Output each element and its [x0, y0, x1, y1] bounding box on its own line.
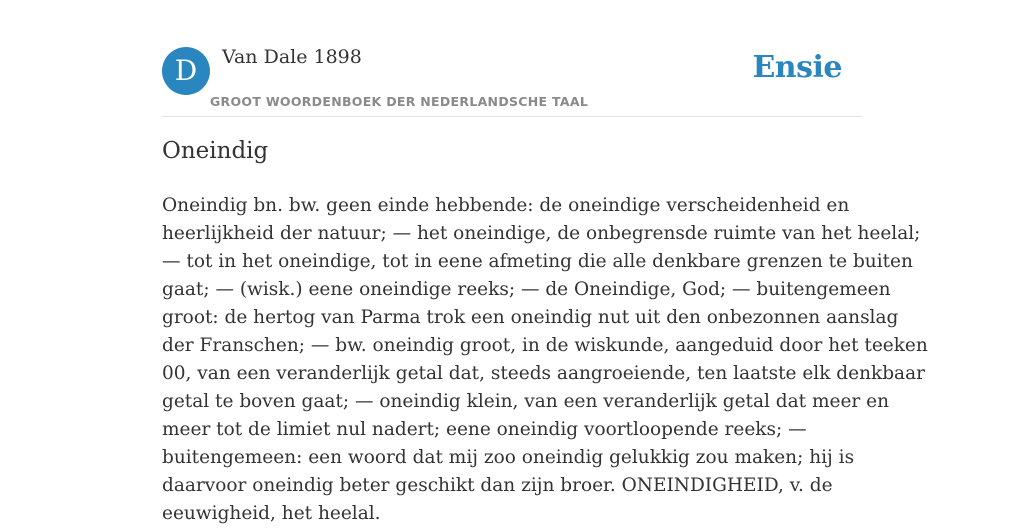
- definition-line: getal te boven gaat; — oneindig klein, van een veranderlijk getal dat meer en: [162, 391, 890, 412]
- definition-line: groot: de hertog van Parma trok een oneindig nut uit den onbezonnen aanslag: [162, 307, 899, 328]
- entry-definition: [162, 192, 928, 528]
- definition-line: gaat; — (wisk.) eene oneindige reeks; — de Oneindige, God; — buitengemeen: [162, 279, 891, 300]
- dictionary-logo[interactable]: D: [162, 47, 210, 95]
- definition-line: meer tot de limiet nul nadert; eene oneindig voortloopende reeks; —: [162, 419, 807, 440]
- definition-line: 00, van een veranderlijk getal dat, steeds aangroeiende, ten laatste elk denkbaar: [162, 363, 925, 384]
- definition-line: eeuwigheid, het heelal.: [162, 503, 381, 524]
- dictionary-header: [162, 44, 862, 117]
- ensie-logo[interactable]: Ensie: [752, 50, 842, 85]
- definition-line: buitengemeen: een woord dat mij zoo oneindig gelukkig zou maken; hij is: [162, 447, 855, 468]
- definition-line: heerlijkheid der natuur; — het oneindige, de onbegrensde ruimte van het heelal;: [162, 223, 921, 244]
- definition-line: der Franschen; — bw. oneindig groot, in de wiskunde, aangeduid door het teeken: [162, 335, 928, 356]
- definition-line: daarvoor oneindig beter geschikt dan zijn broer. ONEINDIGHEID, v. de: [162, 475, 833, 496]
- definition-line: Oneindig bn. bw. geen einde hebbende: de oneindige verscheidenheid en: [162, 195, 850, 216]
- entry-headword: Oneindig: [162, 138, 269, 164]
- dictionary-subtitle: GROOT WOORDENBOEK DER NEDERLANDSCHE TAAL: [210, 94, 589, 109]
- dictionary-title[interactable]: Van Dale 1898: [222, 46, 362, 68]
- definition-line: — tot in het oneindige, tot in eene afmeting die alle denkbare grenzen te buiten: [162, 251, 913, 272]
